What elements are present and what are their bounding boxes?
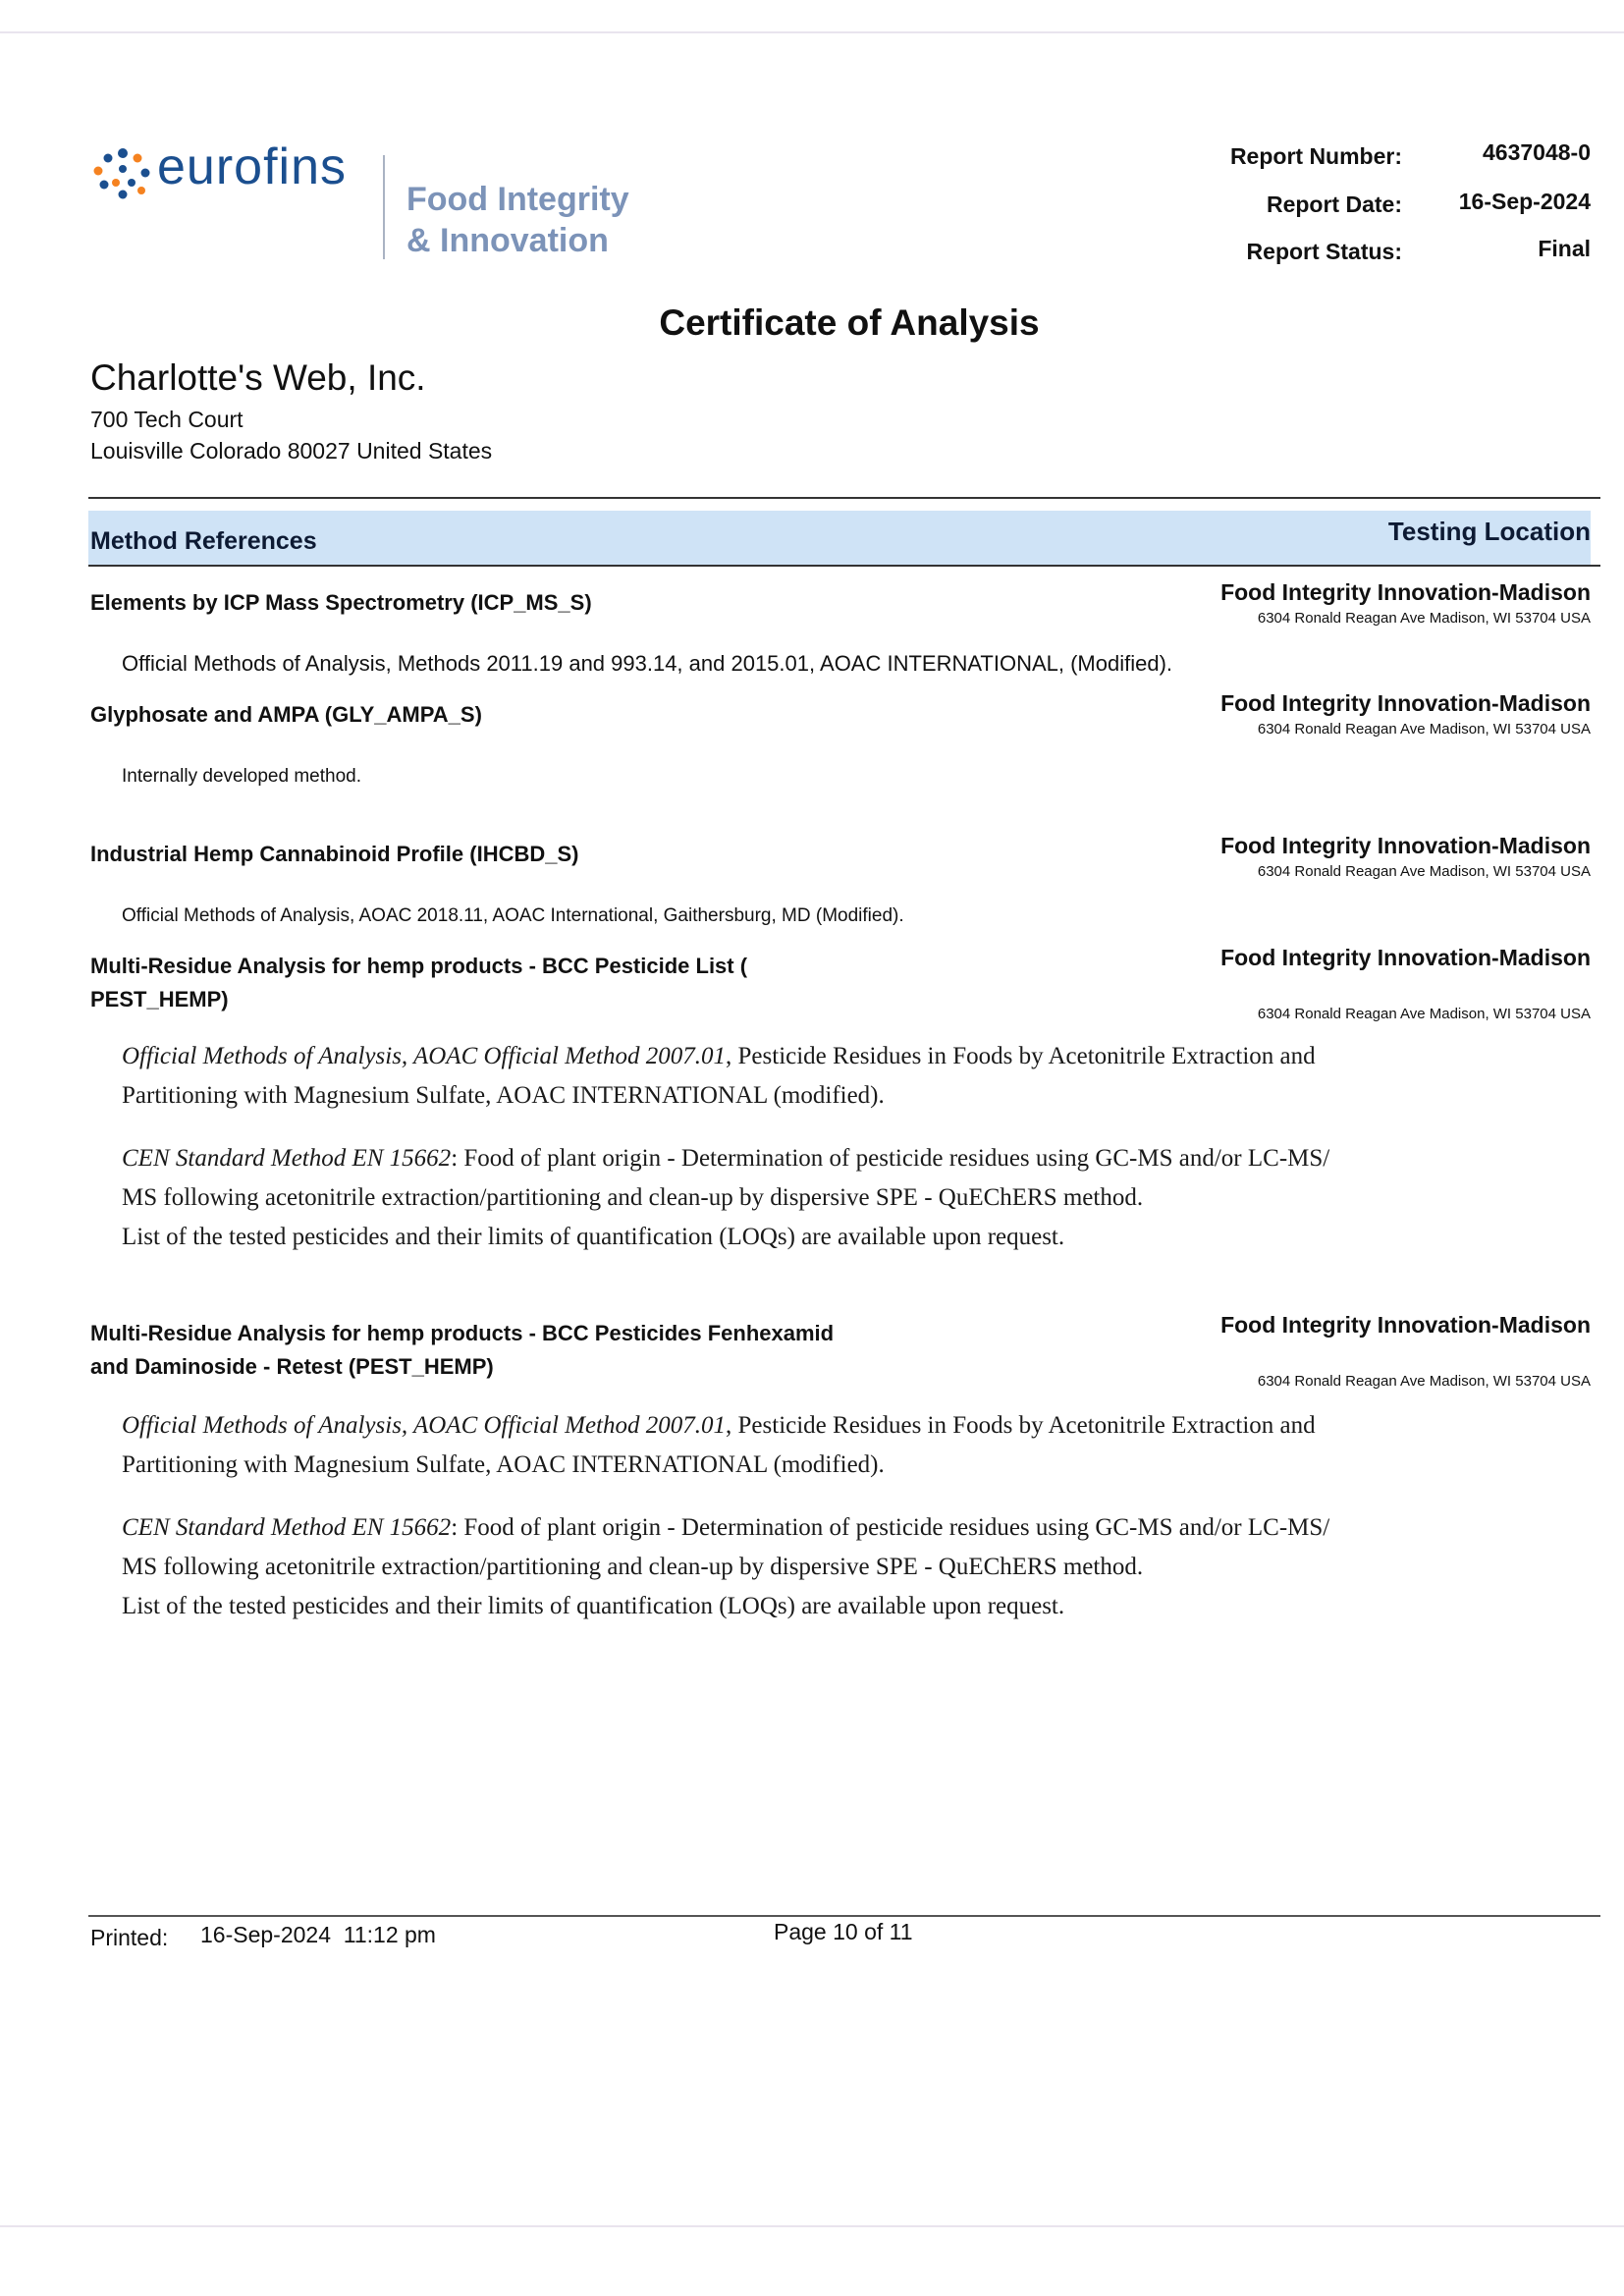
method-title: Elements by ICP Mass Spectrometry (ICP_MS_S) (90, 590, 592, 615)
method-references-header: Method References (90, 527, 317, 555)
reference-italic: CEN Standard Method EN 15662 (122, 1514, 452, 1541)
page-title: Certificate of Analysis (659, 302, 1040, 343)
method-title-line1: Multi-Residue Analysis for hemp products - BCC Pesticides Fenhexamid (90, 1321, 835, 1345)
reference-text: Partitioning with Magnesium Sulfate, AOAC INTERNATIONAL (modified). (122, 1082, 885, 1109)
reference-text: List of the tested pesticides and their limits of quantification (LOQs) are available upon request. (122, 1224, 1065, 1250)
reference-text: : Food of plant origin - Determination of pesticide residues using GC-MS and/or LC-MS/ (451, 1514, 1330, 1541)
method-title-line2: and Daminoside - Retest (PEST_HEMP) (90, 1354, 494, 1379)
testing-location-address: 6304 Ronald Reagan Ave Madison, WI 53704 USA (1257, 1373, 1591, 1390)
report-number-value: 4637048-0 (1483, 139, 1591, 165)
reference-italic: Official Methods of Analysis, AOAC Official Method 2007.01 (122, 1043, 727, 1069)
report-status-value: Final (1538, 236, 1591, 261)
testing-location-name: Food Integrity Innovation-Madison (1220, 579, 1591, 605)
client-address-line2: Louisville Colorado 80027 United States (90, 438, 493, 464)
reference-text: Partitioning with Magnesium Sulfate, AOAC INTERNATIONAL (modified). (122, 1451, 885, 1478)
method-title-line2: PEST_HEMP) (90, 987, 229, 1011)
client-address-line1: 700 Tech Court (90, 407, 244, 432)
logo-wordmark: eurofins (157, 138, 347, 195)
logo-divider (383, 155, 385, 259)
report-status-label: Report Status: (1246, 239, 1402, 264)
reference-text: : Food of plant origin - Determination of pesticide residues using GC-MS and/or LC-MS/ (451, 1145, 1330, 1172)
testing-location-address: 6304 Ronald Reagan Ave Madison, WI 53704 USA (1257, 610, 1591, 627)
method-title: Industrial Hemp Cannabinoid Profile (IHCBD_S) (90, 842, 579, 866)
testing-location-header: Testing Location (1387, 517, 1591, 546)
band-top-rule (88, 497, 1600, 499)
method-reference-paragraph (122, 1406, 1477, 1485)
testing-location-address: 6304 Ronald Reagan Ave Madison, WI 53704 USA (1257, 1006, 1591, 1022)
reference-text: , Pesticide Residues in Foods by Acetonitrile Extraction and (726, 1043, 1316, 1069)
testing-location-name: Food Integrity Innovation-Madison (1220, 833, 1591, 858)
report-date-value: 16-Sep-2024 (1458, 189, 1591, 214)
reference-text: MS following acetonitrile extraction/partitioning and clean-up by dispersive SPE - QuEChERS method. (122, 1554, 1144, 1580)
method-title: Glyphosate and AMPA (GLY_AMPA_S) (90, 702, 482, 727)
testing-location-name: Food Integrity Innovation-Madison (1220, 945, 1591, 970)
reference-text: MS following acetonitrile extraction/partitioning and clean-up by dispersive SPE - QuEChERS method. (122, 1184, 1144, 1211)
reference-text: , Pesticide Residues in Foods by Acetonitrile Extraction and (726, 1412, 1316, 1439)
printed-date: 16-Sep-2024 11:12 pm (200, 1922, 436, 1947)
client-name: Charlotte's Web, Inc. (90, 357, 426, 398)
logo-subtitle-line2: & Innovation (406, 222, 609, 259)
reference-italic: CEN Standard Method EN 15662 (122, 1145, 452, 1172)
method-reference-paragraph (122, 1508, 1477, 1626)
eurofins-logo-icon (90, 145, 155, 200)
reference-text: List of the tested pesticides and their limits of quantification (LOQs) are available upon request. (122, 1593, 1065, 1619)
reference-italic: Official Methods of Analysis, AOAC Official Method 2007.01 (122, 1412, 727, 1439)
testing-location-name: Food Integrity Innovation-Madison (1220, 690, 1591, 716)
top-edge-line (0, 31, 1624, 33)
report-date-label: Report Date: (1266, 191, 1402, 217)
method-reference-paragraph (122, 1037, 1477, 1116)
method-note: Official Methods of Analysis, Methods 2011.19 and 993.14, and 2015.01, AOAC INTERNATIONAL, (Modified). (122, 651, 1173, 676)
testing-location-name: Food Integrity Innovation-Madison (1220, 1312, 1591, 1338)
method-reference-paragraph (122, 1139, 1477, 1257)
logo-subtitle-line1: Food Integrity (406, 181, 629, 218)
testing-location-address: 6304 Ronald Reagan Ave Madison, WI 53704 USA (1257, 863, 1591, 880)
testing-location-address: 6304 Ronald Reagan Ave Madison, WI 53704 USA (1257, 721, 1591, 738)
band-bottom-rule (88, 565, 1600, 567)
footer-rule (88, 1915, 1600, 1917)
method-note: Official Methods of Analysis, AOAC 2018.11, AOAC International, Gaithersburg, MD (Modified). (122, 905, 904, 926)
method-note: Internally developed method. (122, 766, 361, 787)
method-title-line1: Multi-Residue Analysis for hemp products - BCC Pesticide List ( (90, 954, 748, 978)
printed-label: Printed: (90, 1925, 169, 1950)
report-number-label: Report Number: (1229, 143, 1402, 169)
page-number: Page 10 of 11 (774, 1919, 913, 1944)
bottom-edge-line (0, 2225, 1624, 2227)
